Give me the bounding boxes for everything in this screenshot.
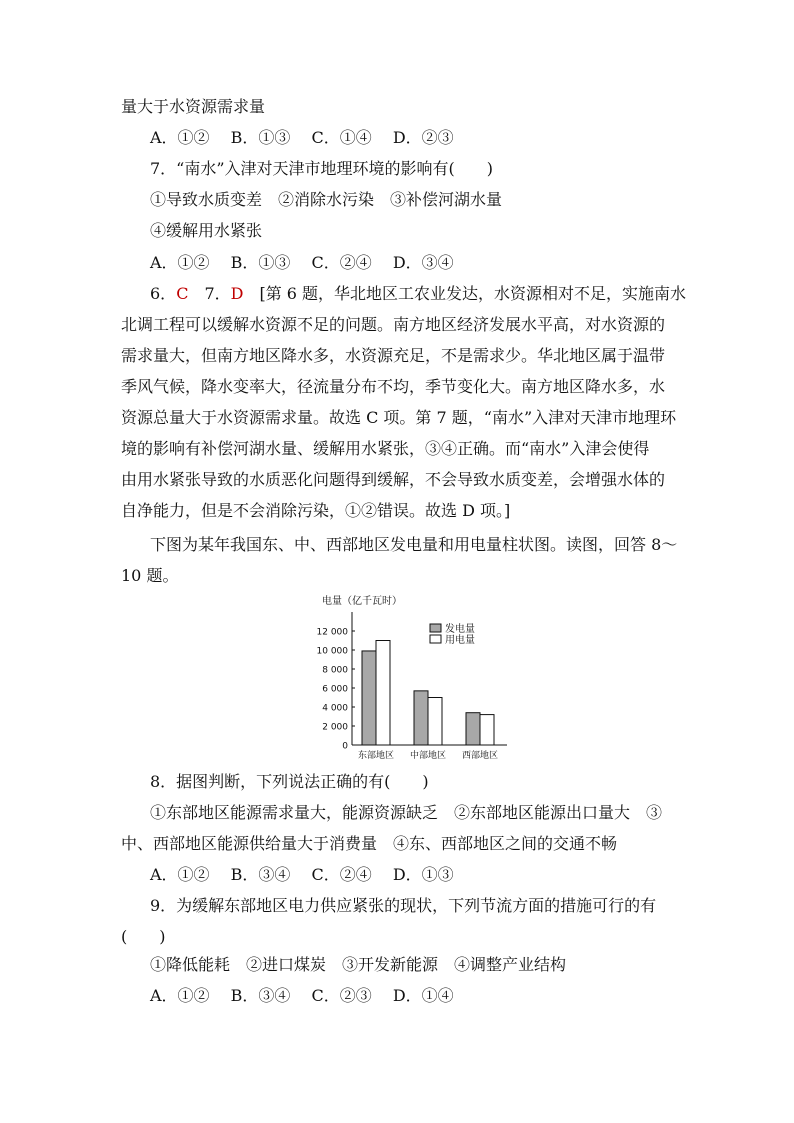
q9-stem-cont: ( ) [121, 927, 166, 946]
bar [428, 698, 442, 746]
figure-intro-cont: 10 题。 [121, 566, 179, 585]
legend-label: 发电量 [445, 624, 475, 635]
answer-mid: 7． [188, 284, 231, 303]
y-tick-label: 10 000 [316, 646, 348, 657]
bar [466, 713, 480, 745]
x-tick-label: 中部地区 [409, 751, 447, 761]
legend-label: 用电量 [445, 635, 475, 646]
y-tick-label: 2 000 [322, 722, 348, 733]
legend-swatch [430, 624, 441, 632]
answer-7: D [230, 284, 244, 303]
y-tick-label: 0 [342, 741, 348, 752]
q9-stem: 9．为缓解东部地区电力供应紧张的现状，下列节流方面的措施可行的有 [150, 896, 657, 915]
y-tick-label: 4 000 [322, 703, 348, 714]
explanation-line: 资源总量大于水资源需求量。故选 C 项。第 7 题，“南水”入津对天津市地理环 [121, 408, 677, 427]
x-tick-label: 东部地区 [357, 751, 395, 761]
y-tick-label: 12 000 [316, 627, 348, 638]
q9-options: A．①② B．③④ C．②③ D．①④ [150, 986, 454, 1005]
answer-prefix: 6． [150, 284, 177, 303]
bar [362, 651, 376, 745]
explanation-line: 季风气候，降水变率大，径流量分布不均，季节变化大。南方地区降水多，水 [121, 377, 666, 396]
q8-stem: 8．据图判断，下列说法正确的有( ) [150, 772, 429, 791]
explanation-start: [第 6 题，华北地区工农业发达，水资源相对不足，实施南水 [243, 284, 687, 303]
q7-stem: 7．“南水”入津对天津市地理环境的影响有( ) [150, 159, 494, 178]
q8-options: A．①② B．③④ C．②④ D．①③ [150, 865, 454, 884]
answer-6: C [176, 284, 189, 303]
x-tick-label: 西部地区 [461, 751, 499, 761]
y-axis-label: 电量（亿千瓦时） [322, 596, 402, 607]
text-line: 量大于水资源需求量 [121, 97, 266, 116]
explanation-line: 境的影响有补偿河湖水量、缓解用水紧张，③④正确。而“南水”入津会使得 [121, 439, 650, 458]
q7-options: A．①② B．①③ C．②④ D．③④ [150, 253, 454, 272]
q7-items: ①导致水质变差 ②消除水污染 ③补偿河湖水量 [150, 190, 503, 209]
q7-items-cont: ④缓解用水紧张 [150, 221, 263, 240]
explanation-line: 需求量大，但南方地区降水多，水资源充足，不是需求少。华北地区属于温带 [121, 346, 666, 365]
bar [480, 715, 494, 745]
answer-line [150, 284, 710, 304]
explanation-line: 自净能力，但是不会消除污染，①②错误。故选 D 项。] [121, 501, 511, 520]
y-tick-label: 6 000 [322, 684, 348, 695]
bar [414, 691, 428, 745]
explanation-line: 北调工程可以缓解水资源不足的问题。南方地区经济发展水平高，对水资源的 [121, 315, 666, 334]
bar [376, 641, 390, 746]
y-tick-label: 8 000 [322, 665, 348, 676]
q6-options: A．①② B．①③ C．①④ D．②③ [150, 128, 454, 147]
power-bar-chart [300, 592, 520, 767]
q8-items-cont: 中、西部地区能源供给量大于消费量 ④东、西部地区之间的交通不畅 [121, 834, 618, 853]
q8-items: ①东部地区能源需求量大，能源资源缺乏 ②东部地区能源出口量大 ③ [150, 803, 663, 822]
legend-swatch [430, 635, 441, 643]
explanation-line: 由用水紧张导致的水质恶化问题得到缓解，不会导致水质变差，会增强水体的 [121, 470, 666, 489]
figure-intro: 下图为某年我国东、中、西部地区发电量和用电量柱状图。读图，回答 8～ [150, 535, 678, 554]
q9-items: ①降低能耗 ②进口煤炭 ③开发新能源 ④调整产业结构 [150, 955, 567, 974]
